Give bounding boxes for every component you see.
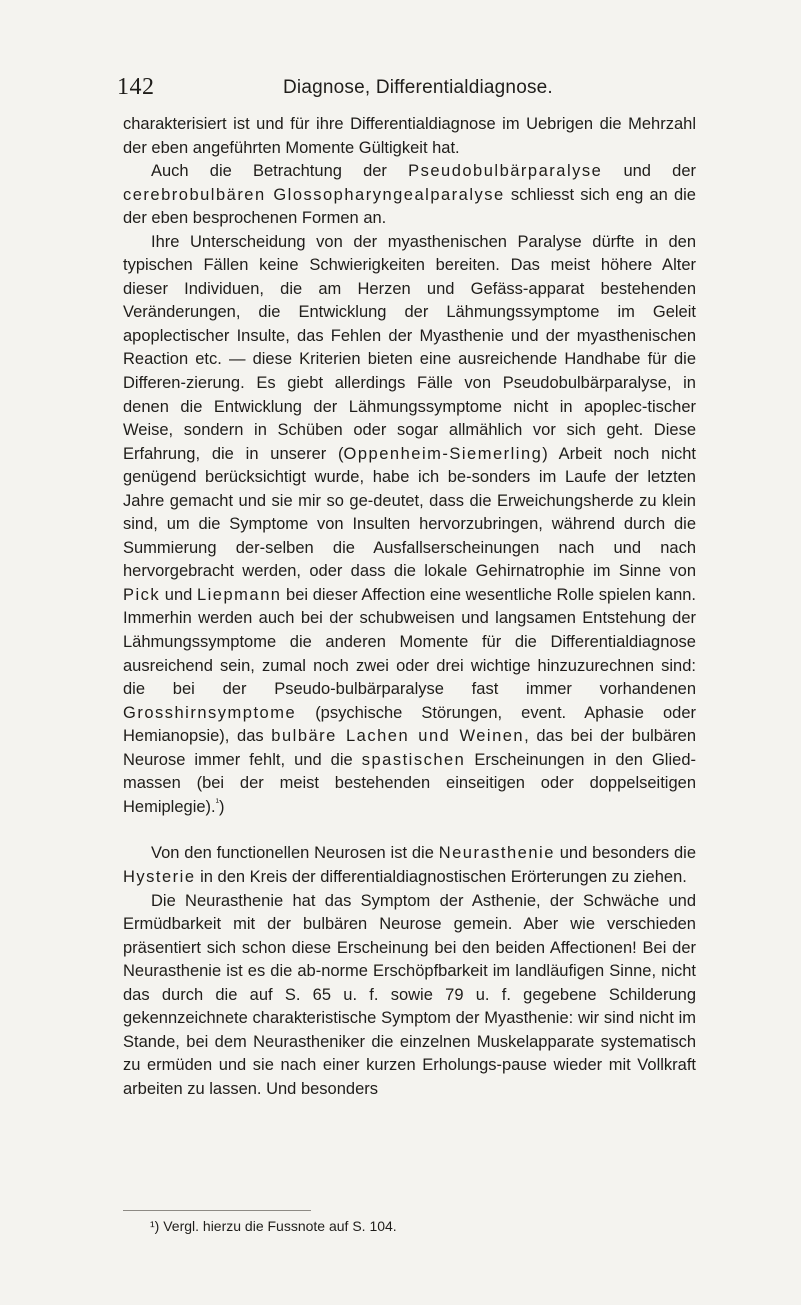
emphasized-term: Pseudobulbärparalyse [408, 162, 603, 181]
emphasized-term: Hysterie [123, 867, 196, 886]
emphasized-term: Liepmann [196, 585, 282, 604]
body-text [123, 113, 696, 1101]
text-run: bei dieser Affection eine wesentliche Rolle spielen kann. Immerhin werden auch bei der schubweisen und langsamen Entstehung der Lähmungssymptome die anderen Momente für die Differentialdiagnose ausreichend sein, zumal noch zwei oder drei wichtige hinzuzurechnen sind: die bei der Pseudo-bulbärparalyse fast immer vorhandenen [123, 585, 697, 699]
text-run: (psychische Störungen, event. Aphasie oder Hemianopsie), das [123, 703, 696, 746]
text-run: Erscheinungen in den Glied-massen (bei der meist bestehenden einseitigen oder doppelseitigen Hemiplegie). [123, 750, 696, 816]
text-run: ) Arbeit noch nicht genügend berücksichtigt wurde, habe ich be-sonders im Laufe der letzten Jahre gemacht und sie mir so ge-deutet, dass die Erweichungsherde zu klein sind, um die Symptome von Insulten hervorzubringen, während durch die Summierung der-selben die Ausfallserscheinungen nach und nach hervorgebracht werden, oder dass die lokale Gehirnatrophie im Sinne von [123, 444, 697, 581]
text-run: , das bei der bulbären Neurose immer fehlt, und die [123, 727, 696, 769]
emphasized-term: bulbäre Lachen und Weinen [271, 727, 525, 746]
paragraph [123, 890, 696, 1102]
page-header [0, 74, 801, 106]
text-run: charakterisiert ist und für ihre Differentialdiagnose im Uebrigen die Mehrzahl der eben angeführten Momente Gültigkeit hat. [123, 115, 696, 157]
text-run: und der [602, 162, 696, 181]
text-run: Die Neurasthenie hat das Symptom der Asthenie, der Schwäche und Ermüdbarkeit mit der bulbären Neurose gemein. Aber wie verschieden präsentiert sich schon diese Erscheinung bei den beiden Affectionen! Bei der Neurasthenie ist es die ab-norme Erschöpfbarkeit im landläufigen Sinne, nicht das durch die auf S. 65 u. f. sowie 79 u. f. gegebene Schilderung gekennzeichnete charakteristische Symptom der Myasthenie: wir sind nicht im Stande, bei dem Neurastheniker die einzelnen Muskelapparate systematisch zu ermüden und sie nach einer kurzen Erholungs-pause wieder mit Vollkraft arbeiten zu lassen. Und besonders [123, 891, 696, 1098]
text-run: und [160, 585, 197, 604]
text-run: in den Kreis der differentialdiagnostischen Erörterungen zu ziehen. [195, 867, 687, 886]
text-run: Ihre Unterscheidung von der myasthenischen Paralyse dürfte in den typischen Fällen keine Schwierigkeiten bereiten. Das meist höhere Alter dieser Individuen, die am Herzen und Gefäss-apparat bestehenden Veränderungen, die Entwicklung der Lähmungssymptome im Geleit apoplectischer Insulte, das Fehlen der Myasthenie und der myasthenischen Reaction etc. — diese Kriterien bieten eine ausreichende Handhabe für die Differen-zierung. Es giebt allerdings Fälle von Pseudobulbärparalyse, in denen die Entwicklung der Lähmungssymptome nicht in apoplec-tischer Weise, sondern in Schüben oder sogar allmählich vor sich geht. Diese Erfahrung, die in unserer ( [123, 232, 696, 463]
emphasized-term: Neurasthenie [438, 844, 555, 863]
running-title: Diagnose, Differentialdiagnose. [283, 77, 553, 98]
emphasized-term: spastischen [361, 750, 466, 769]
text-run: Von den functionellen Neurosen ist die [151, 844, 439, 863]
text-run: Auch die Betrachtung der [151, 162, 409, 181]
paragraph [123, 160, 696, 231]
paragraph [123, 113, 696, 160]
footnote: ¹) Vergl. hierzu die Fussnote auf S. 104. [150, 1218, 397, 1234]
footnote-divider [123, 1210, 311, 1211]
emphasized-term: cerebrobulbären Glossopharyngealparalyse [123, 185, 505, 204]
page-number: 142 [117, 74, 155, 100]
emphasized-term: Grosshirnsymptome [123, 703, 297, 722]
text-run: schliesst sich eng an die der eben besprochenen Formen an. [123, 185, 696, 228]
paragraph [123, 842, 696, 889]
footnote-marker: ¹ [215, 797, 219, 809]
text-run: und besonders die [554, 844, 696, 863]
paragraph [123, 231, 696, 820]
emphasized-term: Oppenheim-Siemerling [343, 444, 543, 463]
emphasized-term: Pick [123, 585, 161, 604]
text-run: ) [218, 797, 225, 816]
